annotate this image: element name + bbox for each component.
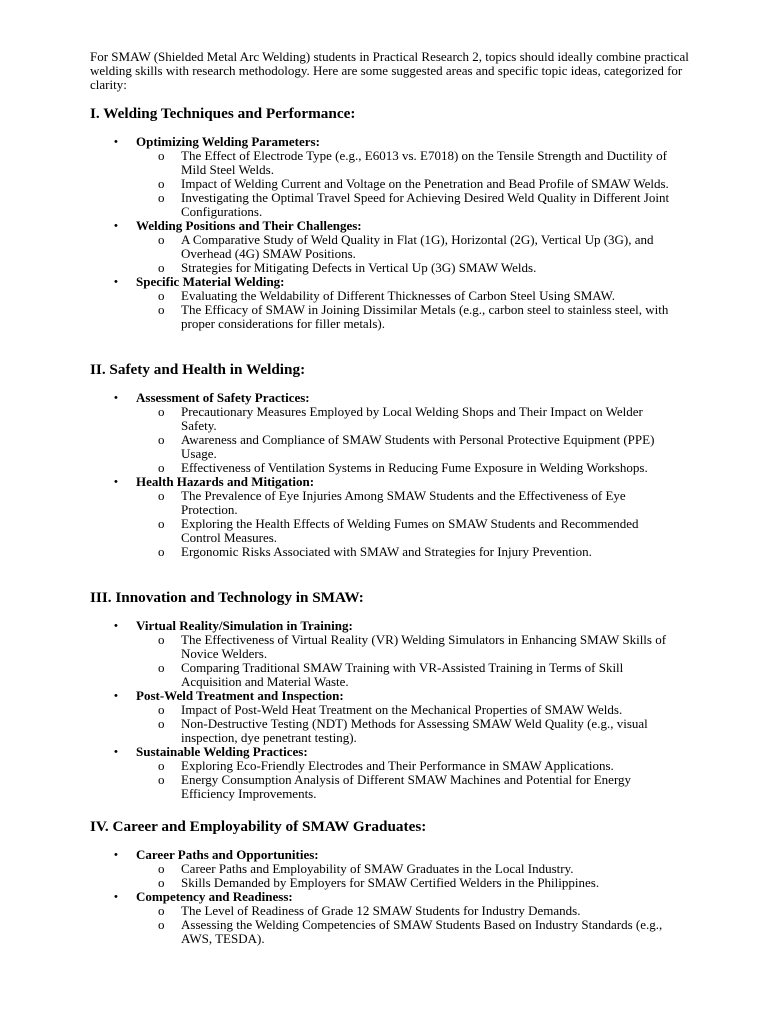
- sub-item: [136, 405, 678, 433]
- sub-item: [136, 918, 678, 946]
- bullet-title: Welding Positions and Their Challenges:: [136, 218, 362, 233]
- circle-bullet-icon: o: [158, 660, 165, 675]
- bullet-dot-icon: •: [114, 476, 118, 488]
- sub-item: [136, 661, 678, 689]
- bullet-item: [90, 475, 710, 559]
- bullet-item: [90, 689, 710, 745]
- sub-item: [136, 303, 678, 331]
- section-heading: IV. Career and Employability of SMAW Graduates:: [90, 818, 427, 835]
- sub-list: [136, 703, 710, 745]
- circle-bullet-icon: o: [158, 702, 165, 717]
- sub-list: [136, 633, 710, 689]
- sub-item: [136, 717, 678, 745]
- sub-item-text: Effectiveness of Ventilation Systems in Reducing Fume Exposure in Welding Workshops.: [181, 460, 648, 475]
- sub-item: [136, 149, 678, 177]
- bullet-dot-icon: •: [114, 136, 118, 148]
- section-heading: III. Innovation and Technology in SMAW:: [90, 589, 364, 606]
- circle-bullet-icon: o: [158, 302, 165, 317]
- bullet-title: Assessment of Safety Practices:: [136, 390, 310, 405]
- sub-item-text: The Effect of Electrode Type (e.g., E6013 vs. E7018) on the Tensile Strength and Ductility of Mild Steel Welds.: [181, 148, 667, 177]
- circle-bullet-icon: o: [158, 488, 165, 503]
- sub-item: [136, 862, 678, 876]
- circle-bullet-icon: o: [158, 404, 165, 419]
- sub-list: [136, 405, 710, 475]
- section-career-employability: [90, 820, 710, 946]
- bullet-title: Post-Weld Treatment and Inspection:: [136, 688, 344, 703]
- bullet-title: Career Paths and Opportunities:: [136, 847, 319, 862]
- sub-item-text: Non-Destructive Testing (NDT) Methods for Assessing SMAW Weld Quality (e.g., visual inspection, dye penetrant testing).: [181, 716, 648, 745]
- sub-item-text: Evaluating the Weldability of Different Thicknesses of Carbon Steel Using SMAW.: [181, 288, 615, 303]
- bullet-item: [90, 890, 710, 946]
- bullet-dot-icon: •: [114, 849, 118, 861]
- sub-item-text: Impact of Post-Weld Heat Treatment on the Mechanical Properties of SMAW Welds.: [181, 702, 623, 717]
- bullet-dot-icon: •: [114, 220, 118, 232]
- sub-item-text: Ergonomic Risks Associated with SMAW and Strategies for Injury Prevention.: [181, 544, 592, 559]
- bullet-title: Health Hazards and Mitigation:: [136, 474, 315, 489]
- sub-item-text: A Comparative Study of Weld Quality in Flat (1G), Horizontal (2G), Vertical Up (3G), and Overhead (4G) SMAW Positions.: [181, 232, 654, 261]
- sub-item: [136, 489, 678, 517]
- bullet-item: [90, 219, 710, 275]
- bullet-item: [90, 391, 710, 475]
- sub-item: [136, 191, 678, 219]
- circle-bullet-icon: o: [158, 176, 165, 191]
- circle-bullet-icon: o: [158, 917, 165, 932]
- circle-bullet-icon: o: [158, 288, 165, 303]
- sub-list: [136, 759, 710, 801]
- bullet-list: [90, 391, 710, 559]
- bullet-list: [90, 848, 710, 946]
- bullet-item: [90, 135, 710, 219]
- bullet-title: Virtual Reality/Simulation in Training:: [136, 618, 353, 633]
- circle-bullet-icon: o: [158, 148, 165, 163]
- bullet-title: Specific Material Welding:: [136, 274, 285, 289]
- bullet-item: [90, 745, 710, 801]
- sub-list: [136, 489, 710, 559]
- bullet-title: Sustainable Welding Practices:: [136, 744, 308, 759]
- circle-bullet-icon: o: [158, 460, 165, 475]
- sub-item-text: Comparing Traditional SMAW Training with VR-Assisted Training in Terms of Skill Acquisition and Material Waste.: [181, 660, 624, 689]
- circle-bullet-icon: o: [158, 432, 165, 447]
- sub-item: [136, 703, 678, 717]
- sub-item: [136, 773, 678, 801]
- sub-item-text: Strategies for Mitigating Defects in Vertical Up (3G) SMAW Welds.: [181, 260, 537, 275]
- sub-item-text: Impact of Welding Current and Voltage on the Penetration and Bead Profile of SMAW Welds.: [181, 176, 669, 191]
- bullet-item: [90, 848, 710, 890]
- section-welding-techniques: [90, 107, 710, 331]
- bullet-item: [90, 619, 710, 689]
- sub-item-text: Assessing the Welding Competencies of SMAW Students Based on Industry Standards (e.g., AWS, TESDA).: [181, 917, 663, 946]
- sub-item-text: Awareness and Compliance of SMAW Students with Personal Protective Equipment (PPE) Usage.: [181, 432, 655, 461]
- circle-bullet-icon: o: [158, 716, 165, 731]
- circle-bullet-icon: o: [158, 875, 165, 890]
- sub-item: [136, 177, 678, 191]
- section-heading: II. Safety and Health in Welding:: [90, 361, 306, 378]
- section-heading: I. Welding Techniques and Performance:: [90, 105, 356, 122]
- circle-bullet-icon: o: [158, 632, 165, 647]
- sub-item-text: The Effectiveness of Virtual Reality (VR) Welding Simulators in Enhancing SMAW Skills of Novice Welders.: [181, 632, 667, 661]
- circle-bullet-icon: o: [158, 516, 165, 531]
- sub-item-text: Exploring the Health Effects of Welding Fumes on SMAW Students and Recommended Control Measures.: [181, 516, 639, 545]
- circle-bullet-icon: o: [158, 903, 165, 918]
- sub-item: [136, 904, 678, 918]
- sub-list: [136, 904, 710, 946]
- sub-item-text: Investigating the Optimal Travel Speed for Achieving Desired Weld Quality in Different Joint Configurations.: [181, 190, 670, 219]
- sub-item: [136, 517, 678, 545]
- sub-item-text: Precautionary Measures Employed by Local Welding Shops and Their Impact on Welder Safety.: [181, 404, 643, 433]
- bullet-title: Competency and Readiness:: [136, 889, 293, 904]
- sub-item-text: Skills Demanded by Employers for SMAW Certified Welders in the Philippines.: [181, 875, 600, 890]
- sub-item-text: The Prevalence of Eye Injuries Among SMAW Students and the Effectiveness of Eye Protection.: [181, 488, 626, 517]
- bullet-list: [90, 619, 710, 801]
- bullet-dot-icon: •: [114, 746, 118, 758]
- bullet-title: Optimizing Welding Parameters:: [136, 134, 320, 149]
- circle-bullet-icon: o: [158, 544, 165, 559]
- sub-item-text: The Efficacy of SMAW in Joining Dissimilar Metals (e.g., carbon steel to stainless steel, with proper considerations for filler metals).: [181, 302, 669, 331]
- intro-paragraph: For SMAW (Shielded Metal Arc Welding) students in Practical Research 2, topics should ideally combine practical welding skills with research methodology. Here are some suggested areas and specific topic ideas, categorized for clarity:: [90, 49, 689, 92]
- sub-item: [136, 633, 678, 661]
- section-innovation-technology: [90, 591, 710, 801]
- circle-bullet-icon: o: [158, 190, 165, 205]
- bullet-dot-icon: •: [114, 690, 118, 702]
- sub-item-text: The Level of Readiness of Grade 12 SMAW Students for Industry Demands.: [181, 903, 581, 918]
- sub-item: [136, 876, 678, 890]
- sub-list: [136, 233, 710, 275]
- sub-item: [136, 289, 678, 303]
- circle-bullet-icon: o: [158, 260, 165, 275]
- sub-item: [136, 461, 678, 475]
- sub-item-text: Career Paths and Employability of SMAW Graduates in the Local Industry.: [181, 861, 574, 876]
- sub-item: [136, 545, 678, 559]
- circle-bullet-icon: o: [158, 232, 165, 247]
- sub-list: [136, 862, 710, 890]
- bullet-dot-icon: •: [114, 276, 118, 288]
- bullet-dot-icon: •: [114, 891, 118, 903]
- circle-bullet-icon: o: [158, 772, 165, 787]
- sub-list: [136, 289, 710, 331]
- sub-item: [136, 233, 678, 261]
- bullet-list: [90, 135, 710, 331]
- sub-list: [136, 149, 710, 219]
- sub-item-text: Energy Consumption Analysis of Different SMAW Machines and Potential for Energy Efficiency Improvements.: [181, 772, 632, 801]
- sub-item: [136, 261, 678, 275]
- sub-item: [136, 759, 678, 773]
- sub-item: [136, 433, 678, 461]
- sub-item-text: Exploring Eco-Friendly Electrodes and Their Performance in SMAW Applications.: [181, 758, 614, 773]
- section-safety-health: [90, 363, 710, 559]
- bullet-item: [90, 275, 710, 331]
- bullet-dot-icon: •: [114, 620, 118, 632]
- bullet-dot-icon: •: [114, 392, 118, 404]
- circle-bullet-icon: o: [158, 861, 165, 876]
- circle-bullet-icon: o: [158, 758, 165, 773]
